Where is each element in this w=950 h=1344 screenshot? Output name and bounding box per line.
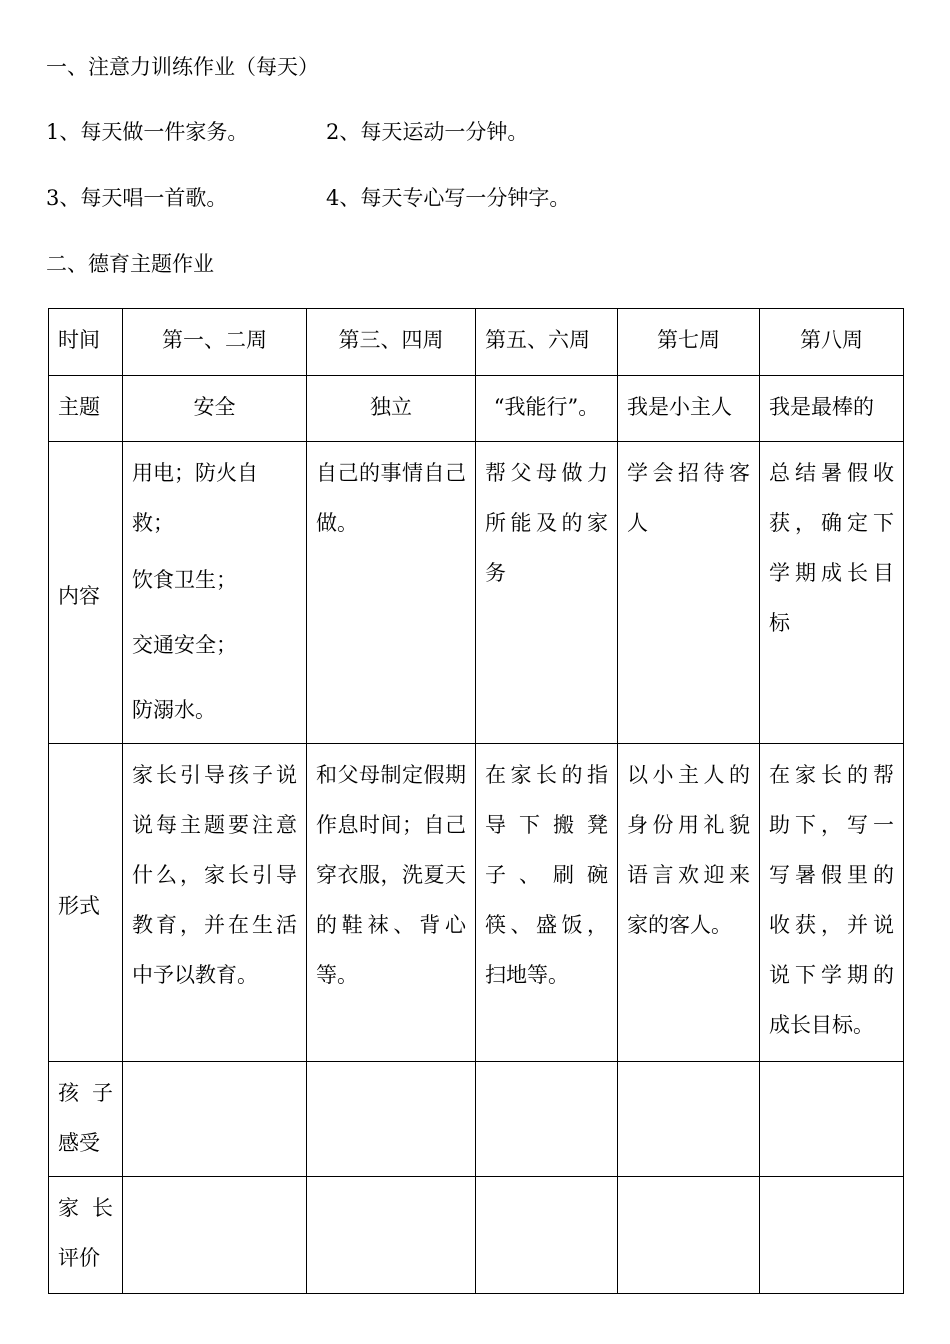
child-feeling-label: 孩 子感受 [58,1081,113,1155]
empty-cell [618,1062,760,1177]
week-cell: 第一、二周 [123,309,307,376]
row-label-child-feeling [49,1062,123,1177]
form-text: 家长引导孩子说说每主题要注意什么，家长引导教育，并在生活中予以教育。 [132,763,297,987]
moral-theme-table [48,308,904,1294]
row-label-form: 形式 [49,744,123,1062]
content-cell [123,442,307,744]
content-text: 自己的事情自己做。 [316,461,466,535]
section2-heading: 二、德育主题作业 [46,252,214,276]
form-text: 在家长的指导下搬凳子、刷碗筷、盛饭，扫地等。 [485,763,608,987]
section1-heading: 一、注意力训练作业（每天） [46,55,319,79]
week-cell: 第三、四周 [307,309,476,376]
empty-cell [307,1177,476,1294]
week-cell: 第八周 [760,309,904,376]
empty-cell [760,1062,904,1177]
task-item-4: 4、每天专心写一分钟字。 [326,186,571,210]
form-cell [307,744,476,1062]
empty-cell [123,1062,307,1177]
theme-cell: 我是最棒的 [760,376,904,442]
empty-cell [476,1177,618,1294]
form-cell [123,744,307,1062]
content-cell [307,442,476,744]
table-row-time [49,309,904,376]
content-item: 交通安全； [132,633,237,657]
content-cell [760,442,904,744]
task-item-1: 1、每天做一件家务。 [46,120,249,144]
content-text: 学会招待客人 [627,461,750,535]
week-cell: 第七周 [618,309,760,376]
content-item: 用电；防火自救； [132,461,258,535]
form-text: 在家长的帮助下，写一写暑假里的收获，并说说下学期的成长目标。 [769,763,894,1037]
table-row-form [49,744,904,1062]
theme-cell: 安全 [123,376,307,442]
table-row-content [49,442,904,744]
empty-cell [123,1177,307,1294]
content-cell [618,442,760,744]
form-text: 和父母制定假期作息时间；自己穿衣服，洗夏天的鞋袜、背心等。 [316,763,466,987]
empty-cell [618,1177,760,1294]
table-row-child-feeling [49,1062,904,1177]
empty-cell [307,1062,476,1177]
row-label-theme: 主题 [49,376,123,442]
content-item: 饮食卫生； [132,568,237,592]
form-cell [760,744,904,1062]
theme-cell: 我是小主人 [618,376,760,442]
content-text: 帮父母做力所能及的家务 [485,461,608,585]
form-cell [476,744,618,1062]
empty-cell [476,1062,618,1177]
content-cell [476,442,618,744]
form-text: 以小主人的身份用礼貌语言欢迎来家的客人。 [627,763,750,937]
parent-evaluation-label: 家 长评价 [58,1196,113,1270]
table-row-parent-evaluation [49,1177,904,1294]
theme-cell: 独立 [307,376,476,442]
form-cell [618,744,760,1062]
task-item-3: 3、每天唱一首歌。 [46,186,228,210]
empty-cell [760,1177,904,1294]
theme-cell: “我能行”。 [476,376,618,442]
row-label-parent-evaluation [49,1177,123,1294]
content-item: 防溺水。 [132,698,216,722]
content-text: 总结暑假收获，确定下学期成长目标 [769,461,894,635]
row-label-time: 时间 [49,309,123,376]
week-cell: 第五、六周 [476,309,618,376]
row-label-content: 内容 [49,442,123,744]
table-row-theme [49,376,904,442]
task-item-2: 2、每天运动一分钟。 [326,120,529,144]
